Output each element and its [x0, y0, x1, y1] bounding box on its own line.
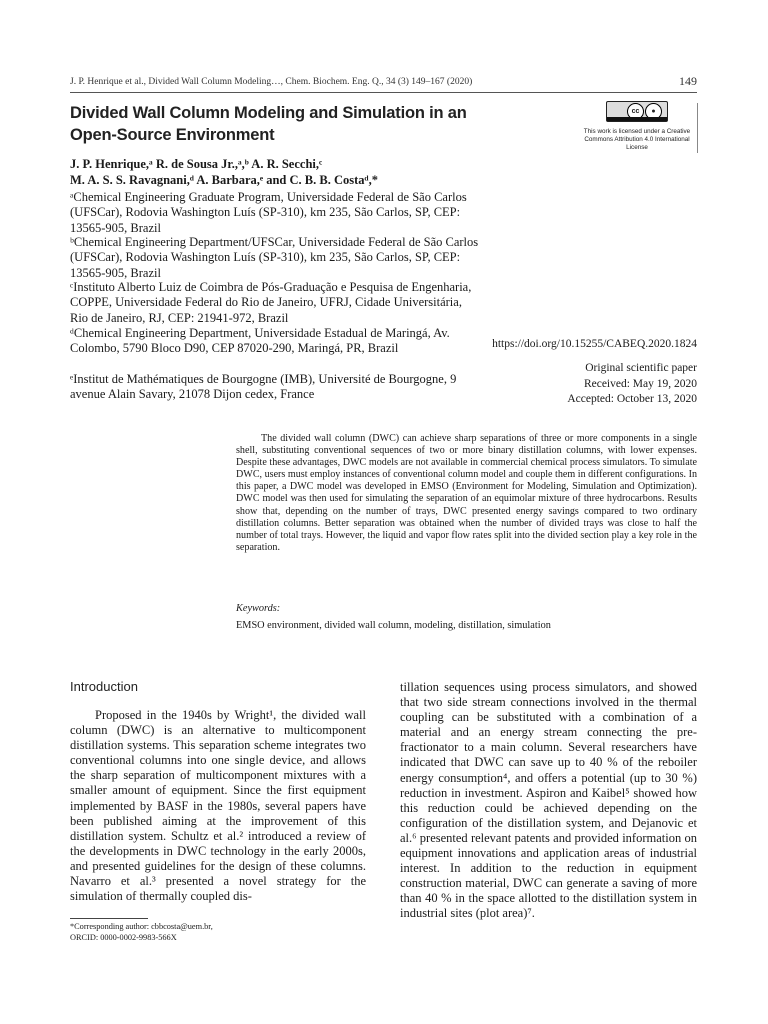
- header-rule: [70, 92, 697, 93]
- affiliation-d: ᵈChemical Engineering Department, Universidade Estadual de Maringá, Av. Colombo, 5790 Bloco D90, CEP 87020-290, Maringá, PR, Brazil: [70, 326, 450, 356]
- running-header: [70, 74, 697, 88]
- article-meta: [520, 361, 697, 408]
- section-heading: Introduction: [70, 679, 138, 694]
- orcid: ORCID: 0000-0002-9983-566X: [70, 932, 177, 942]
- author-list: [70, 156, 500, 188]
- by-icon: ●: [645, 103, 662, 120]
- corresponding-author: *Corresponding author: cbbcosta@uem.br,: [70, 922, 213, 931]
- affiliation-a: ᵃChemical Engineering Graduate Program, Universidade Federal de São Carlos (UFSCar), Rodovia Washington Luís (SP-310), km 235, São Carlos, SP, CEP: 13565-905, Brazil: [70, 190, 467, 235]
- running-header-text: J. P. Henrique et al., Divided Wall Column Modeling…, Chem. Biochem. Eng. Q., 34 (3) 149–167 (2020): [70, 77, 473, 87]
- footnote-rule: [70, 918, 148, 919]
- affiliation-c: ᶜInstituto Alberto Luiz de Coimbra de Pós-Graduação e Pesquisa de Engenharia, COPPE, Universidade Federal do Rio de Janeiro, UFRJ, Cidade Universitária, Rio de Janeiro, RJ, CEP: 21941-972, Brazil: [70, 280, 472, 325]
- article-title: Divided Wall Column Modeling and Simulation in an Open-Source Environment: [70, 104, 467, 144]
- keywords-label: Keywords:: [236, 603, 281, 614]
- paper-type: Original scientific paper: [585, 362, 697, 374]
- page-number: 149: [679, 74, 697, 88]
- body-column-right: tillation sequences using process simulators, and showed that two side stream connections involved in the thermal coupling can be substituted with a combination of a material and an energy stream connecting the pre-fractionator to a main column. Several researchers have indicated that DWC can save up to 40 % of the reboiler energy consumption⁴, and offers a potential (up to 30 %) reduction in investment. Aspiron and Kaibel⁵ showed how this reduction could be achieved depending on the configuration of the distillation system, and Dejanovic et al.⁶ presented relevant patents and provided information on equipment innovations and application areas of industrial interest. In addition to the reduction in equipment construction material, DWC can generate a saving of more than 40 % in the space allotted to the distillation system in industrial sites (plot area)⁷.: [400, 680, 697, 921]
- author-line-2: M. A. S. S. Ravagnani,ᵈ A. Barbara,ᵉ and C. B. B. Costaᵈ,*: [70, 173, 378, 187]
- keywords: EMSO environment, divided wall column, modeling, distillation, simulation: [236, 620, 551, 631]
- author-line-1: J. P. Henrique,ᵃ R. de Sousa Jr.,ᵃ,ᵇ A. R. Secchi,ᶜ: [70, 157, 323, 171]
- received-date: Received: May 19, 2020: [583, 377, 697, 390]
- license-block[interactable]: [578, 101, 696, 152]
- footnote: [70, 922, 366, 943]
- license-text: This work is licensed under a Creative Commons Attribution 4.0 International License: [583, 128, 691, 151]
- affiliation-b: ᵇChemical Engineering Department/UFSCar, Universidade Federal de São Carlos (UFSCar), Rodovia Washington Luís (SP-310), km 235, São Carlos, SP, CEP: 13565-905, Brazil: [70, 235, 479, 280]
- accepted-date: Accepted: October 13, 2020: [567, 393, 697, 405]
- abstract: The divided wall column (DWC) can achieve sharp separations of three or more components in a single shell, substituting conventional sequences of two or more binary distillation columns, with lower expenses. Despite these advantages, DWC models are not available in commercial chemical process simulators. To simulate DWC, users must employ instances of conventional column model and couple them in different configurations. In this paper, a DWC model was developed in EMSO (Environment for Modeling, Simulation and Optimization). DWC model was then used for simulating the separation of an equimolar mixture of three hydrocarbons. Results show that, depending on the number of trays, DWC presented energy savings compared to two ordinary distillation columns. Better separation was obtained when the number of divided trays was close to half the number of total trays. However, the liquid and vapor flow rates split into the divided section play a key role in the separation.: [236, 433, 697, 553]
- affiliation-e: ᵉInstitut de Mathématiques de Bourgogne (IMB), Université de Bourgogne, 9 avenue Alain Savary, 21078 Dijon cedex, France: [70, 372, 457, 402]
- cc-icon: cc: [627, 103, 644, 120]
- doi-link[interactable]: https://doi.org/10.15255/CABEQ.2020.1824: [492, 338, 697, 350]
- badge-bar: [607, 117, 667, 121]
- license-divider: [697, 103, 698, 153]
- cc-by-badge[interactable]: [606, 101, 668, 122]
- body-column-left: Proposed in the 1940s by Wright¹, the divided wall column (DWC) is an alternative to multicomponent distillation systems. This separation scheme integrates two conventional columns into one single device, and allows the sharp separation of multicomponent mixtures with a smaller amount of equipment. Since the first equipment implemented by BASF in the 1980s, several papers have been published aiming at the improvement of this distillation system. Schultz et al.² introduced a review of the developments in DWC technology in the early 2000s, and presented guidelines for the design of these columns. Navarro et al.³ presented a novel strategy for the simulation of thermally coupled dis-: [70, 708, 366, 904]
